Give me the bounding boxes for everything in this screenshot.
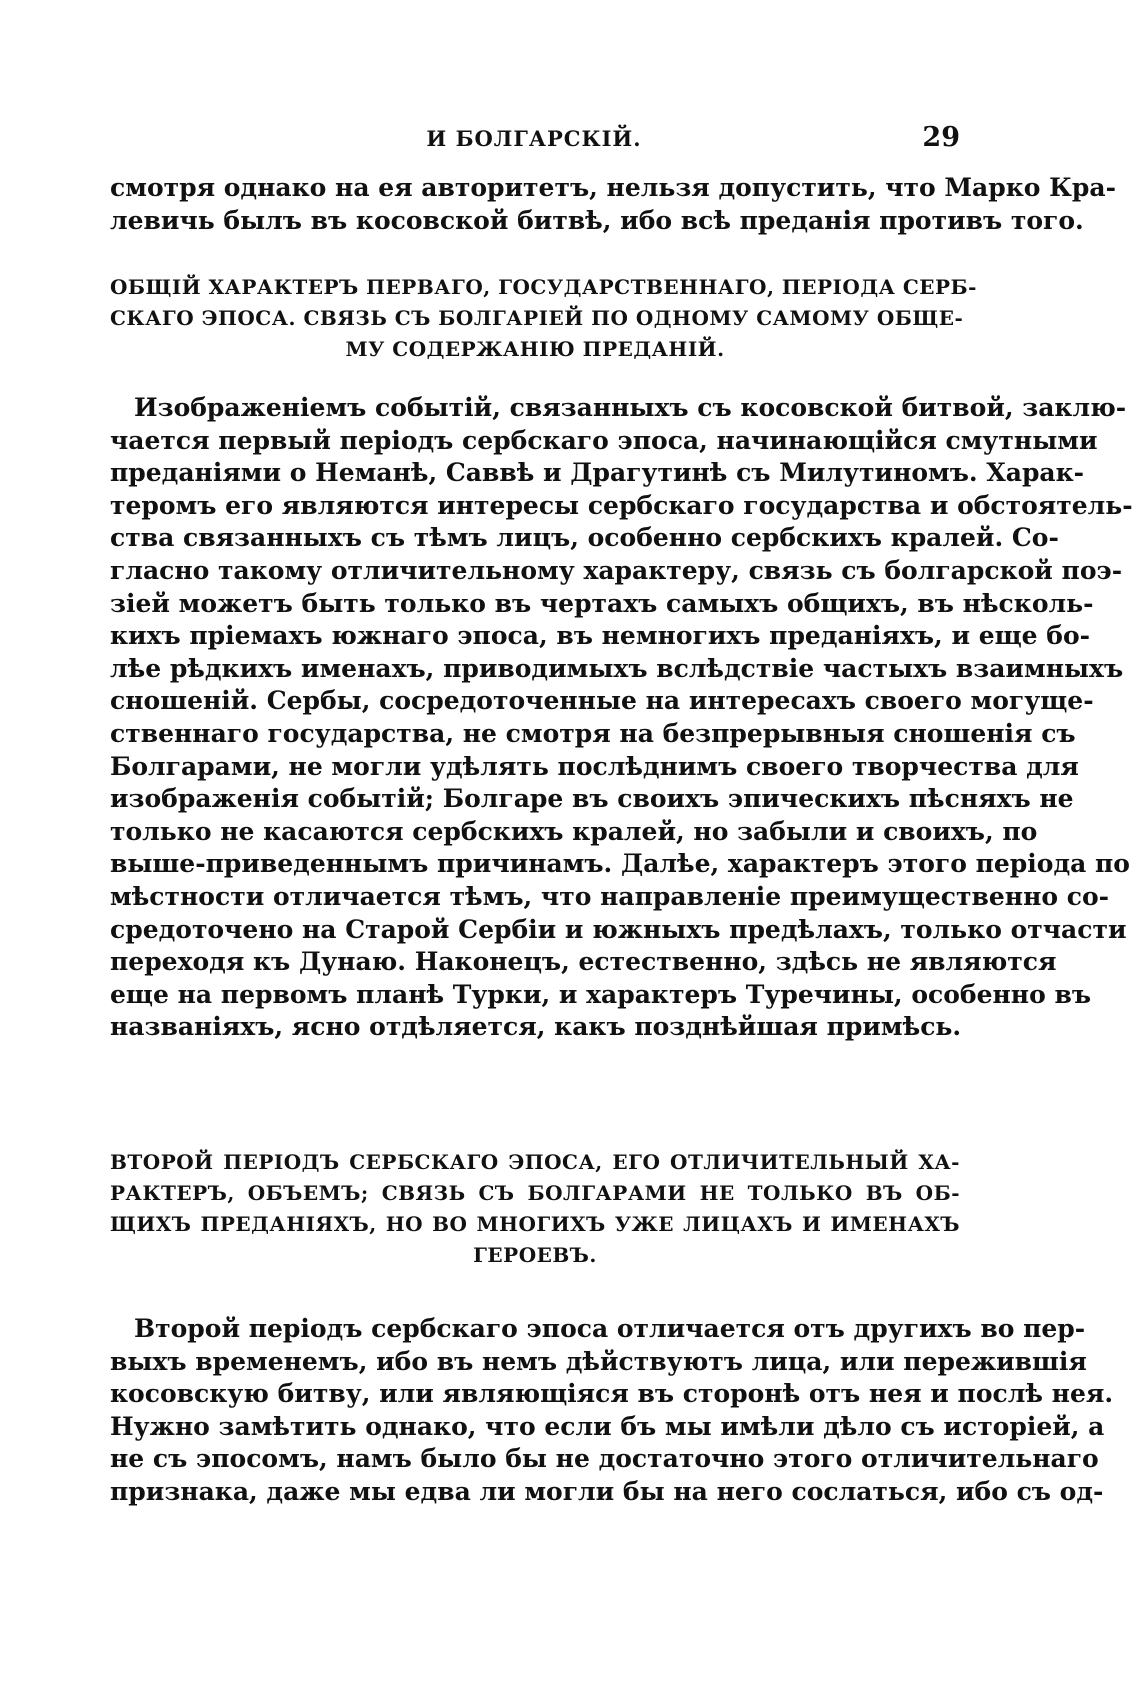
text-line: признака, даже мы едва ли могли бы на него сослаться, ибо съ од-	[110, 1476, 1104, 1506]
page-number: 29	[922, 122, 960, 153]
text-line: выше-приведеннымъ причинамъ. Далѣе, характеръ этого періода по	[110, 849, 1130, 879]
text-line: ства связанныхъ съ тѣмъ лицъ, особенно сербскихъ кралей. Со-	[110, 523, 1059, 553]
heading-line: МУ СОДЕРЖАНІЮ ПРЕДАНІЙ.	[345, 337, 725, 361]
text-line: Второй періодъ сербскаго эпоса отличается отъ другихъ во пер-	[134, 1314, 1086, 1343]
text-line: левичь былъ въ косовской битвѣ, ибо всѣ преданія противъ того.	[110, 205, 1084, 235]
text-line: чается первый періодъ сербскаго эпоса, начинающійся смутными	[110, 425, 1098, 455]
running-title: И БОЛГАРСКІЙ.	[426, 126, 642, 151]
text-line: Изображеніемъ событій, связанныхъ съ косовской битвой, заклю-	[134, 393, 1127, 422]
text-line: не съ эпосомъ, намъ было бы не достаточно этого отличительнаго	[110, 1444, 1099, 1474]
text-line: Болгарами, не могли удѣлять послѣднимъ своего творчества для	[110, 751, 1079, 781]
text-line: изображенія событій; Болгаре въ своихъ эпическихъ пѣсняхъ не	[110, 784, 1074, 814]
section-heading-2	[110, 1147, 960, 1271]
text-line: зіей можетъ быть только въ чертахъ самыхъ общихъ, въ нѣсколь-	[110, 588, 1094, 618]
heading-line: РАКТЕРЪ, ОБЪЕМЪ; СВЯЗЬ СЪ БОЛГАРАМИ НЕ ТОЛЬКО ВЪ ОБ-	[110, 1181, 960, 1205]
text-line: средоточено на Старой Сербіи и южныхъ предѣлахъ, только отчасти	[110, 914, 1127, 944]
heading-line: СКАГО ЭПОСА. СВЯЗЬ СЪ БОЛГАРІЕЙ ПО ОДНОМУ САМОМУ ОБЩЕ-	[110, 306, 964, 330]
text-line: переходя къ Дунаю. Наконецъ, естественно, здѣсь не являются	[110, 947, 1057, 977]
text-line: названіяхъ, ясно отдѣляется, какъ позднѣйшая примѣсь.	[110, 1012, 962, 1042]
heading-line: ОБЩІЙ ХАРАКТЕРЪ ПЕРВАГО, ГОСУДАРСТВЕННАГО, ПЕРІОДА СЕРБ-	[110, 275, 977, 299]
heading-line: ЩИХЪ ПРЕДАНІЯХЪ, НО ВО МНОГИХЪ УЖЕ ЛИЦАХЪ И ИМЕНАХЪ	[110, 1212, 960, 1236]
heading-line: ГЕРОЕВЪ.	[473, 1243, 597, 1267]
text-line: сношеній. Сербы, сосредоточенные на интересахъ своего могуще-	[110, 686, 1094, 716]
text-line: ственнаго государства, не смотря на безпрерывныя сношенія съ	[110, 718, 1076, 748]
text-line: гласно такому отличительному характеру, связь съ болгарской поэ-	[110, 555, 1123, 585]
text-line: преданіями о Неманѣ, Саввѣ и Драгутинѣ съ Милутиномъ. Харак-	[110, 458, 1085, 488]
section-heading-1	[110, 272, 977, 365]
text-line: смотря однако на ея авторитетъ, нельзя допустить, что Марко Кра-	[110, 173, 1116, 202]
text-line: Нужно замѣтить однако, что если бъ мы имѣли дѣло съ исторіей, а	[110, 1411, 1105, 1441]
text-line: теромъ его являются интересы сербскаго государства и обстоятель-	[110, 490, 1133, 520]
paragraph-1	[110, 392, 1133, 1044]
text-line: еще на первомъ планѣ Турки, и характеръ Туречины, особенно въ	[110, 979, 1092, 1009]
text-line: только не касаются сербскихъ кралей, но забыли и своихъ, по	[110, 816, 1038, 846]
text-line: мѣстности отличается тѣмъ, что направленіе преимущественно со-	[110, 881, 1110, 911]
text-line: лѣе рѣдкихъ именахъ, приводимыхъ вслѣдствіе частыхъ взаимныхъ	[110, 653, 1124, 683]
heading-line: ВТОРОЙ ПЕРІОДЪ СЕРБСКАГО ЭПОСА, ЕГО ОТЛИЧИТЕЛЬНЫЙ ХА-	[110, 1150, 960, 1174]
opening-paragraph	[110, 172, 1116, 237]
text-line: кихъ пріемахъ южнаго эпоса, въ немногихъ преданіяхъ, и еще бо-	[110, 621, 1090, 651]
text-line: выхъ временемъ, ибо въ немъ дѣйствуютъ лица, или пережившія	[110, 1346, 1087, 1376]
text-line: косовскую битву, или являющіяся въ сторонѣ отъ нея и послѣ нея.	[110, 1379, 1114, 1409]
running-head	[108, 122, 960, 160]
paragraph-2	[110, 1313, 1114, 1509]
